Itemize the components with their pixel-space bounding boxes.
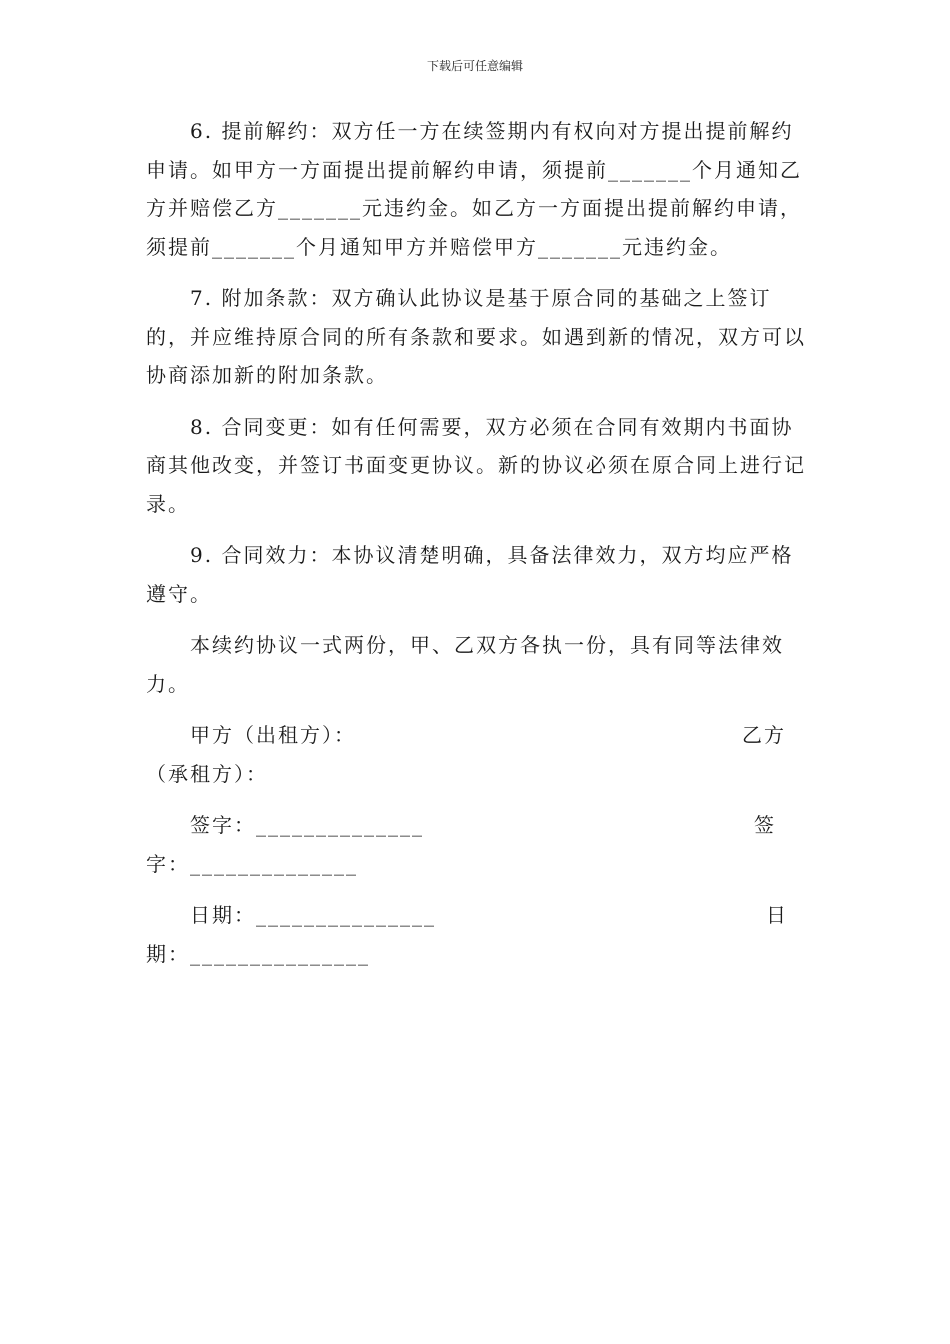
clause-8: 8. 合同变更：如有任何需要，双方必须在合同有效期内书面协商其他改变，并签订书面变更协议。新的协议必须在原合同上进行记录。 <box>146 414 806 516</box>
signature-date-line: 日期：_______________ 日期：_______________ <box>146 903 788 966</box>
signature-parties: 甲方（出租方）： 乙方（承租方）： <box>146 723 786 786</box>
signature-sign-line: 签字：______________ 签字：______________ <box>146 813 776 876</box>
page-header: 下载后可任意编辑 <box>426 59 523 73</box>
clause-6: 6. 提前解约：双方任一方在续签期内有权向对方提出提前解约申请。如甲方一方面提出提前解约申请，须提前_______个月通知乙方并赔偿乙方_______元违约金。如乙方一方面提出提前解约申请，须提前_______个月通知甲方并赔偿甲方_______元违约金。 <box>146 119 802 259</box>
closing-statement: 本续约协议一式两份，甲、乙双方各执一份，具有同等法律效力。 <box>146 633 784 696</box>
document-body <box>146 112 814 986</box>
clause-9: 9. 合同效力：本协议清楚明确，具备法律效力，双方均应严格遵守。 <box>146 543 794 606</box>
clause-7: 7. 附加条款：双方确认此协议是基于原合同的基础之上签订的，并应维持原合同的所有条款和要求。如遇到新的情况，双方可以协商添加新的附加条款。 <box>146 286 806 387</box>
